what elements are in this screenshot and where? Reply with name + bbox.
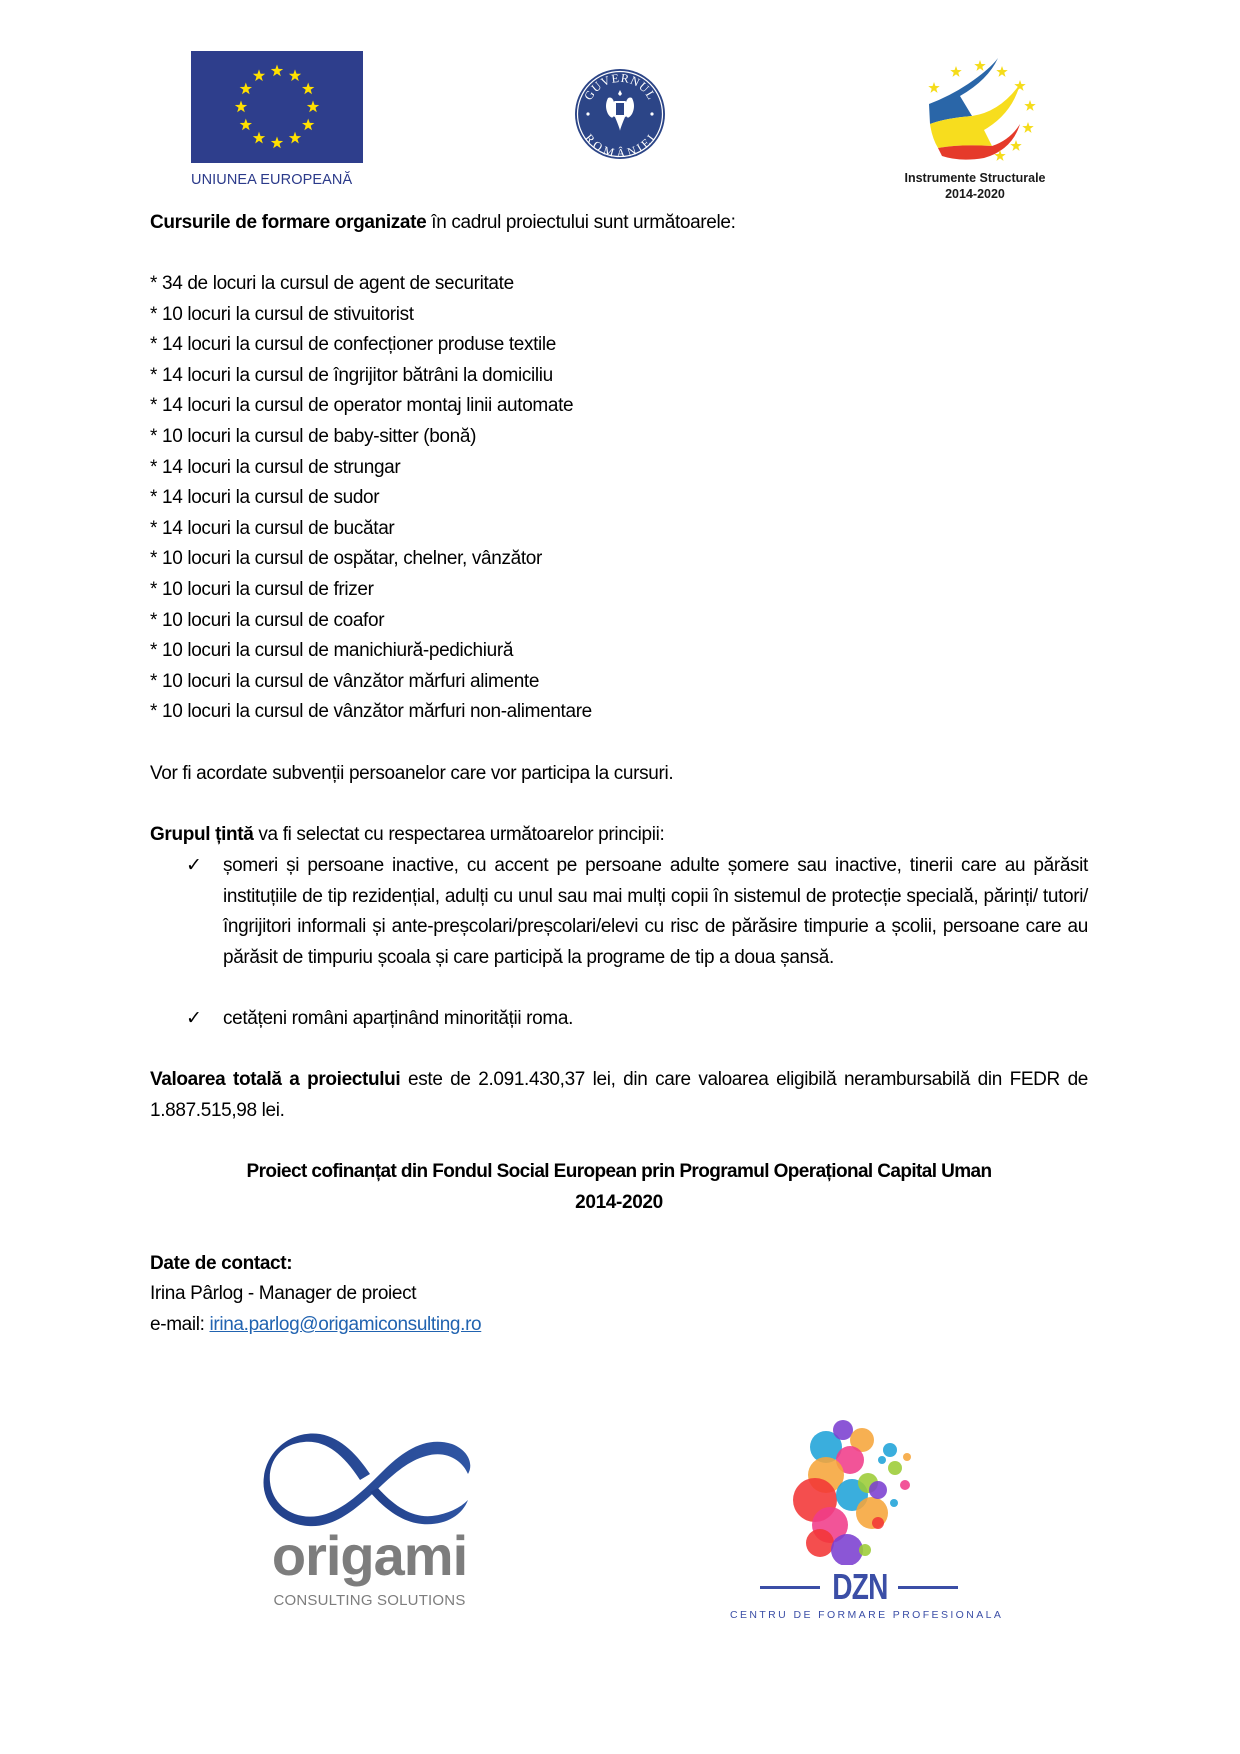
structural-star-icon [996,66,1007,77]
course-list-item: * 10 locuri la cursul de stivuitorist [150,303,414,325]
head-bubble [878,1456,886,1464]
infinity-icon [262,1430,477,1530]
target-group-item: șomeri și persoane inactive, cu accent pe persoane adulte șomere sau inactive, tinerii care au părăsit instituțiile de tip rezidențial, adulți cu unul sau mai mulți copii în sistemul de protecție specială, părinți/ tutori/ îngrijitori informali și ante-preșcolari/preșcolari/elevi cu risc de părăsire timpurie a școlii, persoane care au părăsit de timpuriu școala și care participă la programe de tip a doua șansă. [223,855,1088,968]
head-bubble [859,1544,871,1556]
origami-logo [262,1430,477,1615]
eu-flag-icon [191,51,363,163]
head-bubble [831,1534,863,1565]
course-list-item: * 10 locuri la cursul de coafor [150,609,385,631]
intro-paragraph [150,208,847,239]
course-list-item: * 14 locuri la cursul de sudor [150,487,380,509]
eu-star-icon [271,137,283,149]
head-bubble [903,1453,911,1461]
course-list-item: * 14 locuri la cursul de operator montaj linii automate [150,395,574,417]
dzn-logo [730,1415,1004,1630]
structural-star-icon [974,60,985,71]
subsidies-text: Vor fi acordate subvenții persoanelor care vor participa la cursuri. [150,763,674,784]
head-bubble [869,1481,887,1499]
eu-star-icon [240,119,252,131]
head-bubble [806,1529,834,1557]
structural-star-icon [1024,100,1035,111]
checkmark-icon: ✓ [186,855,202,876]
course-list-item: * 10 locuri la cursul de ospătar, chelner, vânzător [150,548,542,570]
origami-wordmark: origami [271,1524,468,1587]
eu-star-icon [289,69,301,81]
head-bubble [888,1461,902,1475]
structural-title: Instrumente Structurale [904,171,1046,185]
course-list-item: * 10 locuri la cursul de vânzător mărfuri non-alimentare [150,701,592,723]
seal-text-top: GUVERNUL [581,70,659,103]
cofinancing-statement [150,1157,1088,1218]
romanian-government-seal [574,68,666,160]
course-list-item: * 14 locuri la cursul de strungar [150,456,401,478]
eu-star-icon [307,101,319,113]
checkmark-icon: ✓ [186,1008,202,1029]
eu-star-icon [235,101,247,113]
course-list-item: * 14 locuri la cursul de confecționer produse textile [150,334,557,356]
dzn-wordmark: DZN [832,1566,888,1607]
target-group-item: cetățeni români aparținând minorității roma. [223,1008,573,1029]
seal-text-bottom: ROMÂNIEI [581,131,659,160]
course-list-item: * 10 locuri la cursul de frizer [150,579,374,600]
course-list-item: * 14 locuri la cursul de bucătar [150,517,395,539]
structural-instruments-icon [880,44,1070,168]
intro-rest: în cadrul proiectului sunt următoarele: [426,212,736,233]
cofinancing-line-2: 2014-2020 [575,1191,663,1213]
intro-bold: Cursurile de formare organizate [150,212,427,233]
cofinancing-line-1: Proiect cofinanțat din Fondul Social European prin Programul Operațional Capital Uman [246,1161,992,1182]
course-list-item: * 10 locuri la cursul de baby-sitter (bonă) [150,426,477,447]
eu-star-icon [271,65,283,77]
contact-person: Irina Pârlog - Manager de proiect [150,1283,417,1304]
structural-star-icon [950,66,961,77]
eu-star-icon [302,83,314,95]
eu-star-icon [253,69,265,81]
instrumente-structurale-logo [880,44,1070,206]
head-bubble [872,1517,884,1529]
contact-email-line [150,1310,481,1341]
dzn-subtitle: CENTRU DE FORMARE PROFESIONALA [730,1609,1004,1621]
eu-logo [191,51,363,193]
structural-star-icon [928,82,939,93]
head-bubble [890,1499,898,1507]
course-list-item: * 10 locuri la cursul de manichiură-pedichiură [150,640,514,662]
target-group-heading [150,820,664,851]
eu-star-icon [253,132,265,144]
project-value-rest: este de 2.091.430,37 lei, din care valoarea eligibilă nerambursabilă din FEDR de 1.887.515,98 lei. [150,1069,1088,1121]
head-bubble [883,1443,897,1457]
email-label: e-mail: [150,1314,210,1335]
eu-star-icon [289,132,301,144]
head-bubble [833,1420,853,1440]
structural-star-icon [1014,80,1025,91]
origami-subtitle: CONSULTING SOLUTIONS [273,1592,466,1609]
structural-star-icon [1010,140,1021,151]
course-list-item: * 34 de locuri la cursul de agent de securitate [150,273,514,294]
colorful-head-icon [730,1415,990,1565]
email-link[interactable]: irina.parlog@origamiconsulting.ro [209,1314,482,1335]
eu-star-icon [302,119,314,131]
target-group-rest: va fi selectat cu respectarea următoarelor principii: [253,824,665,845]
contact-heading: Date de contact: [150,1253,293,1274]
course-list-item: * 14 locuri la cursul de îngrijitor bătrâni la domiciliu [150,364,553,386]
structural-period: 2014-2020 [945,187,1005,201]
project-value-bold: Valoarea totală a proiectului [150,1069,401,1090]
eu-star-icon [240,83,252,95]
project-value-paragraph [150,1065,1088,1126]
structural-star-icon [1022,122,1033,133]
eu-label: UNIUNEA EUROPEANĂ [191,172,353,188]
head-bubble [900,1480,910,1490]
course-list-item: * 10 locuri la cursul de vânzător mărfuri alimente [150,670,540,692]
target-group-bold: Grupul țintă [150,824,254,845]
